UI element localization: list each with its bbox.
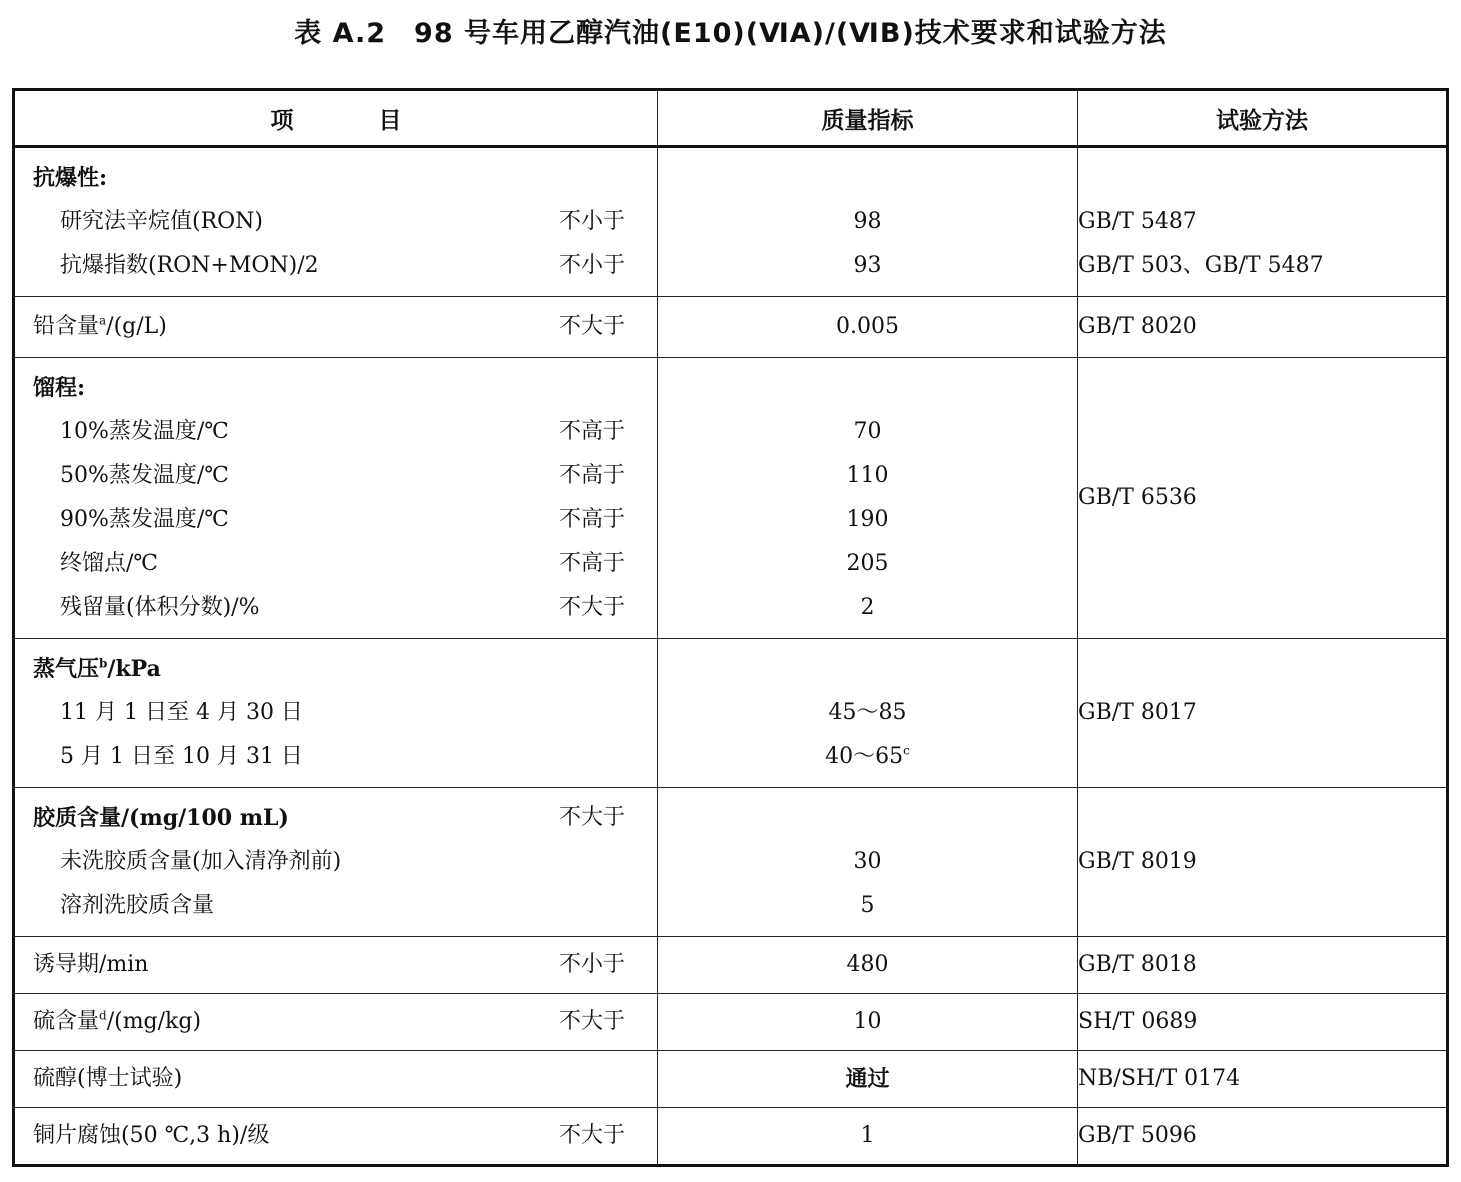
value-cell: 110 xyxy=(846,463,889,488)
row-antiknock xyxy=(14,147,1448,297)
method-cell: SH/T 0689 xyxy=(1078,1009,1198,1034)
value-cell: 45～85 xyxy=(828,700,907,725)
sub-item: 10%蒸发温度/℃ 不高于 xyxy=(15,410,657,454)
limit-label: 不小于 xyxy=(559,209,626,234)
row-heading: 馏程: xyxy=(33,375,86,401)
sub-item: 终馏点/℃ 不高于 xyxy=(15,542,657,586)
value-cell: 1 xyxy=(860,1123,875,1148)
sub-item: 研究法辛烷值(RON) 不小于 xyxy=(15,200,657,244)
value-cell: 通过 xyxy=(845,1066,890,1092)
method-cell: GB/T 5096 xyxy=(1078,1123,1197,1148)
sub-item: 溶剂洗胶质含量 xyxy=(60,893,215,918)
spec-table xyxy=(12,88,1449,1167)
limit-label: 不大于 xyxy=(559,314,626,339)
sub-item: 90%蒸发温度/℃ 不高于 xyxy=(15,498,657,542)
header-method: 试验方法 xyxy=(1078,90,1448,147)
row-induction-period xyxy=(14,937,1448,994)
row-vapor-pressure xyxy=(14,639,1448,788)
value-cell: 30 xyxy=(853,849,882,874)
item-name: 硫醇(博士试验) xyxy=(33,1066,183,1091)
limit-label: 不高于 xyxy=(559,463,626,488)
limit-label: 不高于 xyxy=(559,419,626,444)
header-row xyxy=(14,90,1448,147)
item-name: 铅含量 xyxy=(33,314,100,339)
limit-label: 不大于 xyxy=(559,1123,626,1148)
method-cell: GB/T 8018 xyxy=(1078,952,1197,977)
limit-label: 不小于 xyxy=(559,253,626,278)
row-sulfur xyxy=(14,994,1448,1051)
item-name: 硫含量 xyxy=(33,1009,100,1034)
value-cell: 70 xyxy=(853,419,882,444)
sub-item: 未洗胶质含量(加入清净剂前) xyxy=(60,849,342,874)
value-cell: 190 xyxy=(846,507,889,532)
method-cell: GB/T 503、GB/T 5487 xyxy=(1078,253,1324,278)
method-cell: GB/T 8020 xyxy=(1078,314,1197,339)
value-cell: 0.005 xyxy=(836,314,899,339)
limit-label: 不大于 xyxy=(559,805,626,830)
header-value: 质量指标 xyxy=(658,90,1078,147)
value-cell: 2 xyxy=(860,595,875,620)
limit-label: 不高于 xyxy=(559,551,626,576)
value-cell: 480 xyxy=(846,952,889,977)
method-cell: GB/T 6536 xyxy=(1078,485,1197,510)
item-unit: /(g/L) xyxy=(106,314,167,339)
row-heading: 胶质含量/(mg/100 mL) 不大于 xyxy=(15,796,657,840)
row-heading: 蒸气压$^b$/kPa xyxy=(33,656,161,682)
sub-item: 残留量(体积分数)/% 不大于 xyxy=(15,586,657,630)
value-cell: 205 xyxy=(846,551,889,576)
table-title: 表 A.2 98 号车用乙醇汽油(E10)(ⅥA)/(ⅥB)技术要求和试验方法 xyxy=(294,18,1167,49)
method-cell: GB/T 8019 xyxy=(1078,849,1197,874)
item-unit: /(mg/kg) xyxy=(106,1009,202,1034)
method-cell: GB/T 5487 xyxy=(1078,209,1197,234)
row-gum-content xyxy=(14,788,1448,937)
footnote-mark: c xyxy=(903,743,910,758)
limit-label: 不大于 xyxy=(559,1009,626,1034)
limit-label: 不小于 xyxy=(559,952,626,977)
row-distillation xyxy=(14,358,1448,639)
row-heading: 抗爆性: xyxy=(33,165,108,191)
footnote-mark: d xyxy=(99,1008,107,1023)
sub-item: 抗爆指数(RON+MON)/2 不小于 xyxy=(15,244,657,288)
item-name: 诱导期/min xyxy=(33,952,149,977)
value-cell: 40～65$^c$ xyxy=(825,743,910,769)
value-cell: 98 xyxy=(853,209,882,234)
sub-item: 11 月 1 日至 4 月 30 日 xyxy=(60,700,303,725)
sub-item: 5 月 1 日至 10 月 31 日 xyxy=(60,744,303,769)
item-name: 铜片腐蚀(50 ℃,3 h)/级 xyxy=(33,1123,270,1148)
row-copper-corrosion xyxy=(14,1108,1448,1166)
value-cell: 10 xyxy=(853,1009,882,1034)
sub-item: 50%蒸发温度/℃ 不高于 xyxy=(15,454,657,498)
footnote-mark: b xyxy=(99,656,108,671)
method-cell: NB/SH/T 0174 xyxy=(1078,1066,1241,1091)
footnote-mark: a xyxy=(99,313,107,328)
method-cell: GB/T 8017 xyxy=(1078,700,1197,725)
header-item: 项 目 xyxy=(14,90,658,147)
row-lead xyxy=(14,297,1448,358)
limit-label: 不大于 xyxy=(559,595,626,620)
row-mercaptan xyxy=(14,1051,1448,1108)
value-cell: 5 xyxy=(860,893,875,918)
limit-label: 不高于 xyxy=(559,507,626,532)
value-cell: 93 xyxy=(853,253,882,278)
